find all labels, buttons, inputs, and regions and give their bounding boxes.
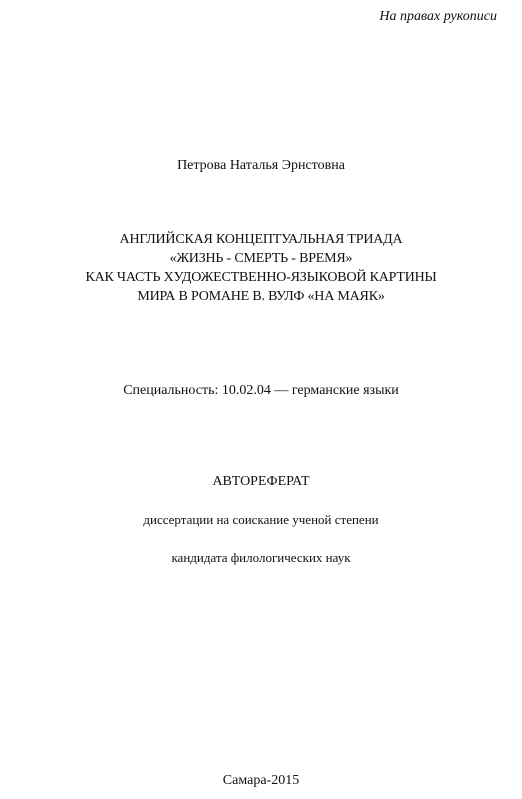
- author-name: Петрова Наталья Эрнстовна: [177, 158, 345, 173]
- abstract-heading: АВТОРЕФЕРАТ: [212, 474, 310, 489]
- specialty-line: Специальность: 10.02.04 — германские языки: [123, 383, 399, 398]
- dissertation-purpose: диссертации на соискание ученой степени: [143, 512, 379, 527]
- title-line-2: «ЖИЗНЬ - СМЕРТЬ - ВРЕМЯ»: [169, 251, 353, 266]
- city-year: Самара-2015: [222, 773, 300, 788]
- title-line-1: АНГЛИЙСКАЯ КОНЦЕПТУАЛЬНАЯ ТРИАДА: [119, 232, 403, 247]
- title-line-4: МИРА В РОМАНЕ В. ВУЛФ «НА МАЯК»: [137, 289, 385, 304]
- academic-degree: кандидата филологических наук: [171, 550, 351, 565]
- dissertation-title: [0, 230, 522, 306]
- rights-note: На правах рукописи: [379, 9, 497, 24]
- title-line-3: КАК ЧАСТЬ ХУДОЖЕСТВЕННО-ЯЗЫКОВОЙ КАРТИНЫ: [85, 270, 437, 285]
